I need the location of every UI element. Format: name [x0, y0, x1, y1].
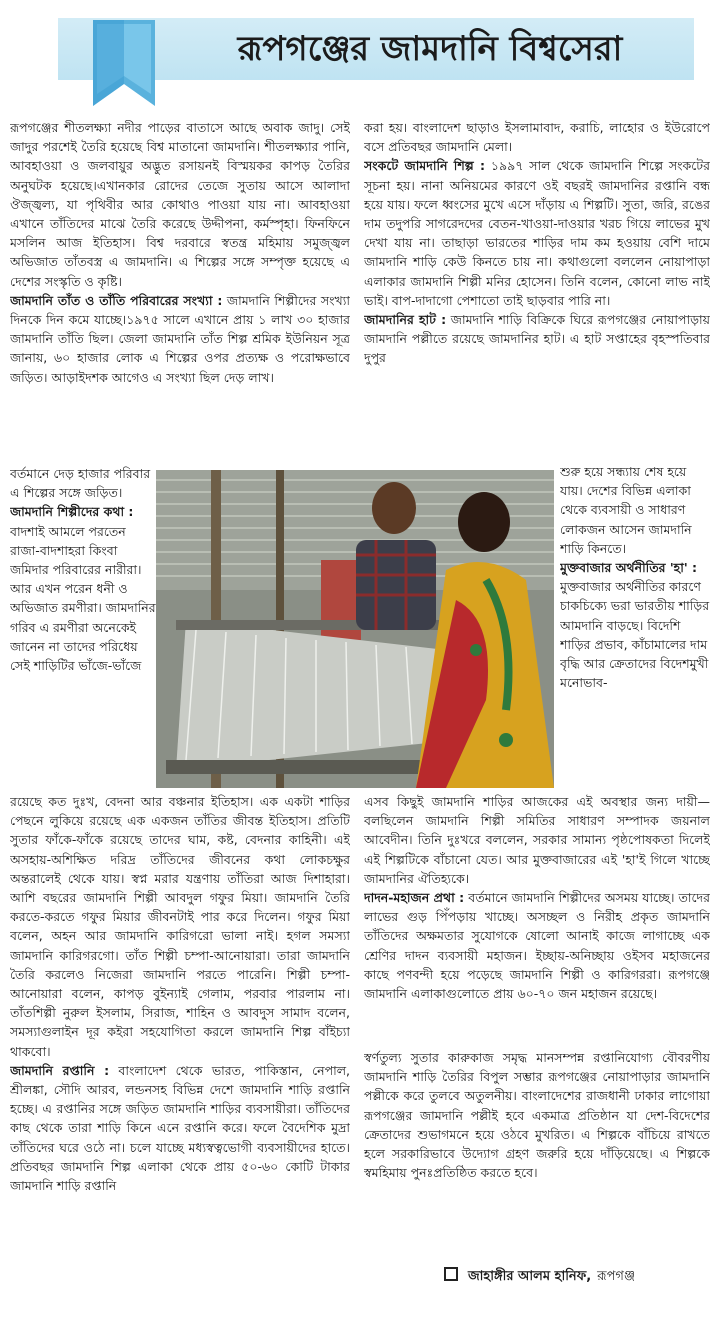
column-right-top: [364, 118, 710, 464]
byline: [444, 1266, 714, 1288]
subheading: দাদন-মহাজন প্রথা :: [364, 890, 465, 906]
square-icon: [444, 1267, 458, 1281]
paragraph: [364, 310, 710, 368]
paragraph-text: স্বর্ণতুল্য সুতার কারুকাজ সমৃদ্ধ মানসম্পন্ন রপ্তানিযোগ্য বৌবরণীয় জামদানি শাড়ি তৈরির বিপুল সম্ভার রূপগঞ্জের নোয়াপাড়ার জামদানি পল্লীকে করে তুলবে অতুলনীয়। বাংলাদেশের রাজধানী ঢাকার লাগোয়া রূপগঞ্জের জামদানি পল্লীই হবে একমাত্র প্রতিষ্ঠান যা দেশ-বিদেশের ক্রেতাদের শুভাগমনে হয়ে ওঠবে মুখরিত। এ শিল্পকে বাঁচিয়ে রাখতে হলে সরকারিভাবে উদ্যোগ গ্রহণ জরুরি হয়ে দাঁড়িয়েছে। এ শিল্পকে স্বমহিমায় পুনঃপ্রতিষ্ঠিত করতে হবে।: [364, 1050, 710, 1181]
column-right-wrap: [560, 462, 712, 792]
paragraph-text: জামদানি শাড়ি বিক্রিকে ঘিরে রূপগঞ্জের নোয়াপাড়ায় জামদানি পল্লীতে রয়েছে জামদানির হাট। এ হাট সপ্তাহের বৃহস্পতিবার দুপুর: [364, 312, 710, 366]
paragraph-text: জামদানি শিল্পীদের সংখ্যা দিনকে দিন কমে যাচ্ছে।১৯৭৫ সালে এখানে প্রায় ১ লাখ ৩০ হাজার জামদানি তাঁতি ছিল। জেলা জামদানি তাঁত শিল্প শ্রমিক ইউনিয়ন সূত্র জানায়, ৬০ হাজার লোক এ শিল্পের ওপর প্রত্যক্ষ ও পরোক্ষভাবে জড়িত। আড়াইদশক আগেও এ সংখ্যা ছিল দেড় লাখ।: [10, 292, 350, 385]
paragraph: [10, 291, 350, 387]
paragraph: [10, 118, 350, 291]
subheading: মুক্তবাজার অর্থনীতির 'হা' :: [560, 560, 698, 576]
author-name: জাহাঙ্গীর আলম হানিফ,: [468, 1269, 592, 1284]
weavers-photo: [156, 470, 554, 788]
paragraph: [364, 156, 710, 310]
column-left-top: [10, 118, 350, 462]
article-headline: রূপগঞ্জের জামদানি বিশ্বসেরা: [237, 29, 623, 69]
subheading: জামদানি শিল্পীদের কথা :: [10, 504, 134, 520]
paragraph: [10, 792, 350, 1061]
paragraph-text: রয়েছে কত দুঃখ, বেদনা আর বঞ্চনার ইতিহাস। এক একটা শাড়ির পেছনে লুকিয়ে রয়েছে এক একজন তাঁতির জীবন্ত ইতিহাস। প্রতিটি সুতার ফাঁকে-ফাঁকে রয়েছে তাদের ঘাম, কষ্ট, বেদনার কাহিনী। এই অসহায়-অশিক্ষিত দরিদ্র তাঁতিদের জীবনের কথা লোকচক্ষুর অন্তরালেই থেকে যায়। স্বপ্ন মরার যন্ত্রণায় তাঁতিরা আজ দিশাহারা। আশি বছরের জামদানি শিল্পী আবদুল গফুর মিয়া। জামদানি তৈরি করতে-করতে গফুর মিয়ার জীবনটাই পার করে দিলেন। গফুর মিয়া বলেন, অহন আর জামদানি কারিগরো ভালা নাই। হগল সমস্যা জামদানি কারিগরগো। তাঁত শিল্পী চম্পা-আনোয়ারা। তারা জামদানি তৈরি করলেও নিজেরা জামদানি পরতে পারেনি। শিল্পী চম্পা-আনোয়ারা বলেন, কাপড় বুইন্যাই গেলাম, পরবার পারলাম না। তাঁতশিল্পী নুরুল ইসলাম, সিরাজ, শাহিন ও আবদুস সামাদ বলেন, সমস্যাগুলাইন দূর কইরা সহযোগিতা করলে জামদানি শিল্প বাঁইচ্যা থাকবো।: [10, 794, 350, 1059]
column-right-bottom: [364, 1048, 710, 1268]
paragraph-text: ১৯৯৭ সাল থেকে জামদানি শিল্পে সংকটের সূচনা হয়। নানা অনিয়মের কারণে ওই বছরই জামদানির রপ্তানি বন্ধ হয়ে যায়। ফলে ধ্বংসের মুখে এসে দাঁড়ায় এ শিল্পটি। সুতা, জরি, রঙের দাম তদুপরি সাগরেদদের বেতন-খাওয়া-দাওয়ার খরচ গিয়ে লাভের মুখ দেখা যায় না। তাছাড়া ভারতের শাড়ির দাম কম হওয়ায় বেশি দামে জামদানি শাড়ি কেউ কিনতে চায় না। কথাগুলো বললেন নোয়াপাড়া এলাকার জামদানি শিল্পী মনির হোসেন। তিনি বলেন, কোনো লাভ নাই ভাই। বাপ-দাদাগো পেশাতো তাই ছাড়বার পারি না।: [364, 158, 710, 308]
paragraph: [364, 888, 710, 1003]
paragraph-text: করা হয়। বাংলাদেশ ছাড়াও ইসলামাবাদ, করাচি, লাহোর ও ইউরোপে বসে প্রতিবছর জামদানি মেলা।: [364, 120, 710, 155]
paragraph-text: বাংলাদেশ থেকে ভারত, পাকিস্তান, নেপাল, শ্রীলঙ্কা, সৌদি আরব, লন্ডনসহ বিভিন্ন দেশে জামদানি শাড়ি রপ্তানি হচ্ছে। এ রপ্তানির সঙ্গে জড়িত জামদানি শাড়ির ব্যবসায়ীরা। তাঁতিদের কাছ থেকে তারা শাড়ি কিনে এনে রপ্তানি করে। ফলে বৈদেশিক মুদ্রা তাঁতিদের ঘরে ওঠে না। চলে যাচ্ছে মধ্যস্বত্বভোগী ব্যবসায়ীদের হাতে। প্রতিবছর জামদানি শিল্প এলাকা থেকে প্রায় ৫০-৬০ কোটি টাকার জামদানি শাড়ি রপ্তানি: [10, 1062, 350, 1194]
paragraph-text: মুক্তবাজার অর্থনীতির কারণে চাকচিক্যে ভরা ভারতীয় শাড়ির আমদানি বাড়ছে। বিদেশি শাড়ির প্রভাব, কাঁচামালের দাম বৃদ্ধি আর ক্রেতাদের বিদেশমুখী মনোভাব-: [560, 579, 710, 691]
paragraph: [10, 1061, 350, 1195]
paragraph-text: রূপগঞ্জের শীতলক্ষ্যা নদীর পাড়ের বাতাসে আছে অবাক জাদু। সেই জাদুর পরশেই তৈরি হয়েছে বিশ্ব মাতানো জামদানি। শীতলক্ষ্যার পানি, আবহাওয়া ও জলবায়ুর অদ্ভুত রসায়নই বিস্ময়কর কাপড় তৈরির অনুঘটক হয়েছে।এখানকার রোদের তেজে সুতায় আসে আলাদা ঔজ্জ্বল্য, যা পৃথিবীর আর কোথাও পাওয়া যায় না। আবহাওয়া এখানে তাঁতিদের মাঝে তৈরি করেছে উদ্দীপনা, কর্মস্পৃহা। ফিনফিনে মসলিন আজ ইতিহাস। বিশ্ব দরবারে স্বতন্ত্র মহিমায় সমুজ্জ্বল অভিজাত তাঁতবস্ত্র এ জামদানি। এ শিল্পের সঙ্গে সম্পৃক্ত হয়েছে এ দেশের সংস্কৃতি ও কৃষ্টি।: [10, 120, 350, 289]
paragraph: [560, 462, 712, 558]
paragraph: [560, 558, 712, 692]
paragraph: [364, 118, 710, 156]
column-right-middle: [364, 792, 710, 1042]
column-left-wrap: [10, 464, 156, 791]
paragraph-text: শুরু হয়ে সন্ধ্যায় শেষ হয়ে যায়। দেশের বিভিন্ন এলাকা থেকে ব্যবসায়ী ও সাধারণ লোকজন আসেন জামদানি শাড়ি কিনতে।: [560, 464, 692, 556]
paragraph: [364, 792, 710, 888]
subheading: জামদানির হাট :: [364, 312, 447, 328]
bookmark-icon: [93, 20, 155, 106]
paragraph: [10, 464, 156, 502]
author-place: রূপগঞ্জ: [597, 1269, 636, 1284]
paragraph-text: বর্তমানে জামদানি শিল্পীদের অসময় যাচ্ছে। তাদের লাভের গুড় পিঁপড়ায় খাচ্ছে। অসচ্ছল ও নিরীহ প্রকৃত জামদানি তাঁতিদের অক্ষমতার সুযোগকে ষোলো আনাই কাজে লাগাচ্ছে এক শ্রেণির দাদন ব্যবসায়ী মহাজন। ইচ্ছায়-অনিচ্ছায় ওইসব মহাজনের কাছে পণবন্দী হয়ে পড়েছে জামদানি শিল্পী ও কারিগররা। রূপগঞ্জে জামদানি এলাকাগুলোতে প্রায় ৬০-৭০ জন মহাজন রয়েছে।: [364, 890, 710, 1002]
paragraph-text: বর্তমানে দেড় হাজার পরিবার এ শিল্পের সঙ্গে জড়িত।: [10, 466, 151, 501]
paragraph: [364, 1048, 710, 1182]
paragraph: [10, 502, 156, 675]
paragraph-text: বাদশাই আমলে পরতেন রাজা-বাদশাহরা কিংবা জমিদার পরিবারের নারীরা। আর এখন পরেন ধনী ও অভিজাত রমণীরা। জামদানির গরিব এ রমণীরা অনেকেই জানেন না তাদের পরিধেয় সেই শাড়িটির ভাঁজে-ভাঁজে: [10, 523, 156, 674]
column-left-bottom: [10, 792, 350, 1298]
subheading: জামদানি তাঁত ও তাঁতি পরিবারের সংখ্যা :: [10, 292, 223, 308]
subheading: সংকটে জামদানি শিল্প :: [364, 158, 485, 174]
paragraph-text: এসব কিছুই জামদানি শাড়ির আজকের এই অবস্থার জন্য দায়ী—বলছিলেন জামদানি শিল্পী সমিতির সাধারণ সম্পাদক জয়নাল আবেদীন। তিনি দুঃখরে বললেন, সরকার সামান্য পৃষ্ঠপোষকতা দিলেই এই শিল্পটিকে বাঁচানো যেত। আর মুক্তবাজারের এই 'হা'ই গিলে খাচ্ছে জামদানির ঐতিহ্যকে।: [364, 794, 710, 886]
subheading: জামদানি রপ্তানি :: [10, 1062, 110, 1078]
